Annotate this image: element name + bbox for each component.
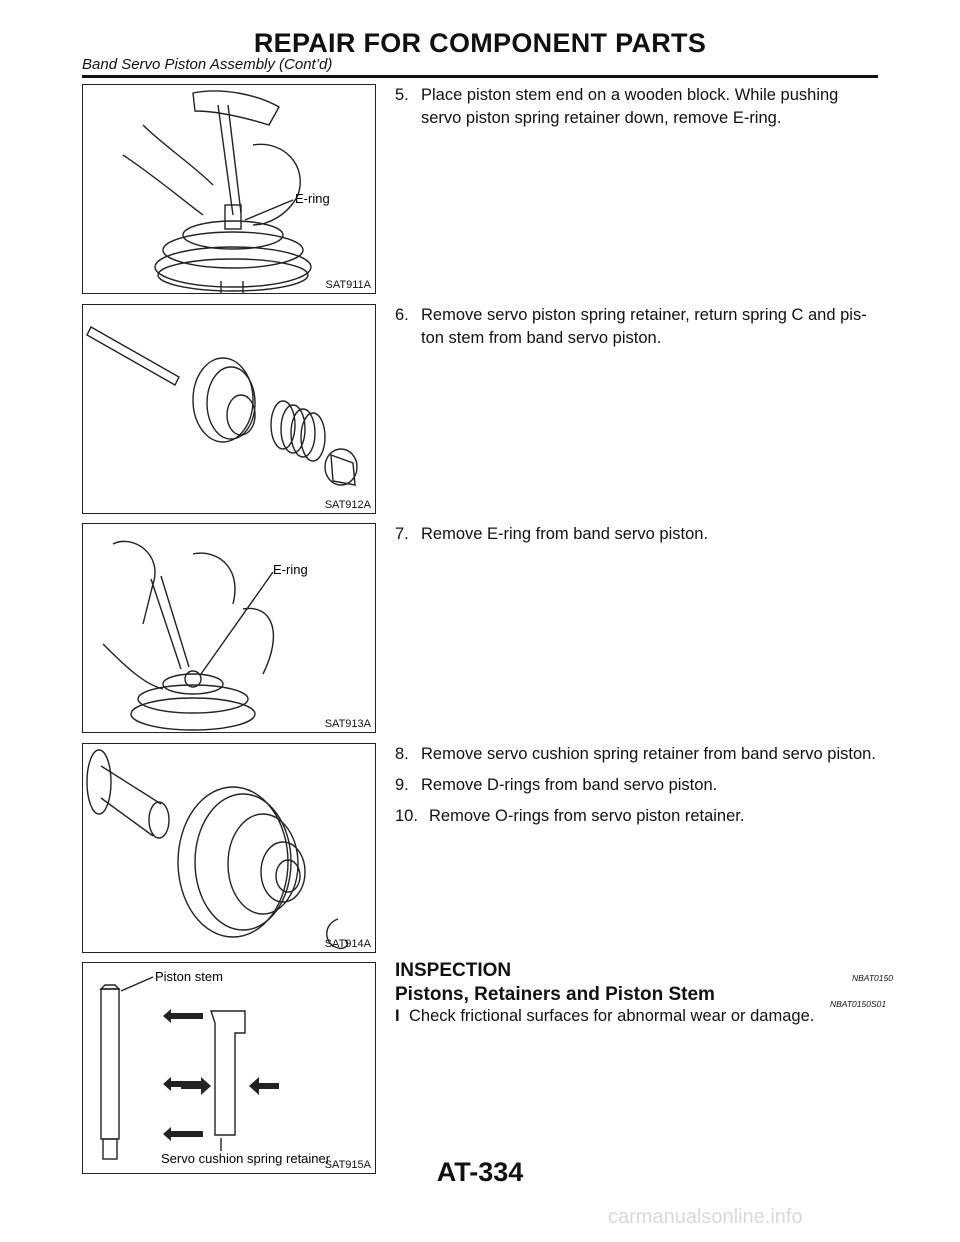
page-number: AT-334 [436,1157,524,1187]
figure-code: SAT913A [324,718,371,730]
figure-code: SAT912A [324,499,371,511]
servo-cushion-label: Servo cushion spring retainer [161,1151,331,1166]
inspection-bullet: I Check frictional surfaces for abnormal wear or damage. [395,1007,815,1025]
figure-sat911a [82,84,376,294]
figure-sat914a [82,743,376,953]
step-6: 6. Remove servo piston spring retainer, return spring C and pis- ton stem from band servo piston. [395,306,867,347]
figure-illustration [83,963,377,1175]
inspection-heading: INSPECTION [395,960,512,981]
inspection-ref: NBAT0150 [852,973,893,983]
e-ring-label: E-ring [295,191,330,206]
figure-code: SAT914A [324,938,371,950]
figure-illustration [83,744,377,954]
section-subtitle: Band Servo Piston Assembly (Cont’d) [82,56,333,73]
inspection-subheading: Pistons, Retainers and Piston Stem [395,984,715,1005]
figure-illustration [83,305,377,515]
step-5: 5. Place piston stem end on a wooden block. While pushing servo piston spring retainer down, remove E-ring. [395,86,839,127]
step-8: 8. Remove servo cushion spring retainer from band servo piston. [395,745,876,763]
piston-stem-label: Piston stem [155,969,223,984]
figure-code: SAT911A [325,279,371,291]
subheading-ref: NBAT0150S01 [830,999,887,1009]
figure-sat913a [82,523,376,733]
figure-sat912a [82,304,376,514]
figure-illustration [83,524,377,734]
page-title: REPAIR FOR COMPONENT PARTS [253,28,707,58]
bullet-marker: I [395,1007,400,1025]
header-divider [82,75,878,78]
watermark: carmanualsonline.info [608,1206,803,1228]
figure-illustration [83,85,377,295]
e-ring-label: E-ring [273,562,308,577]
step-7: 7. Remove E-ring from band servo piston. [395,525,709,543]
step-10: 10. Remove O-rings from servo piston retainer. [395,807,745,825]
step-9: 9. Remove D-rings from band servo piston. [395,776,718,794]
figure-code: SAT915A [324,1159,371,1171]
figure-sat915a [82,962,376,1174]
